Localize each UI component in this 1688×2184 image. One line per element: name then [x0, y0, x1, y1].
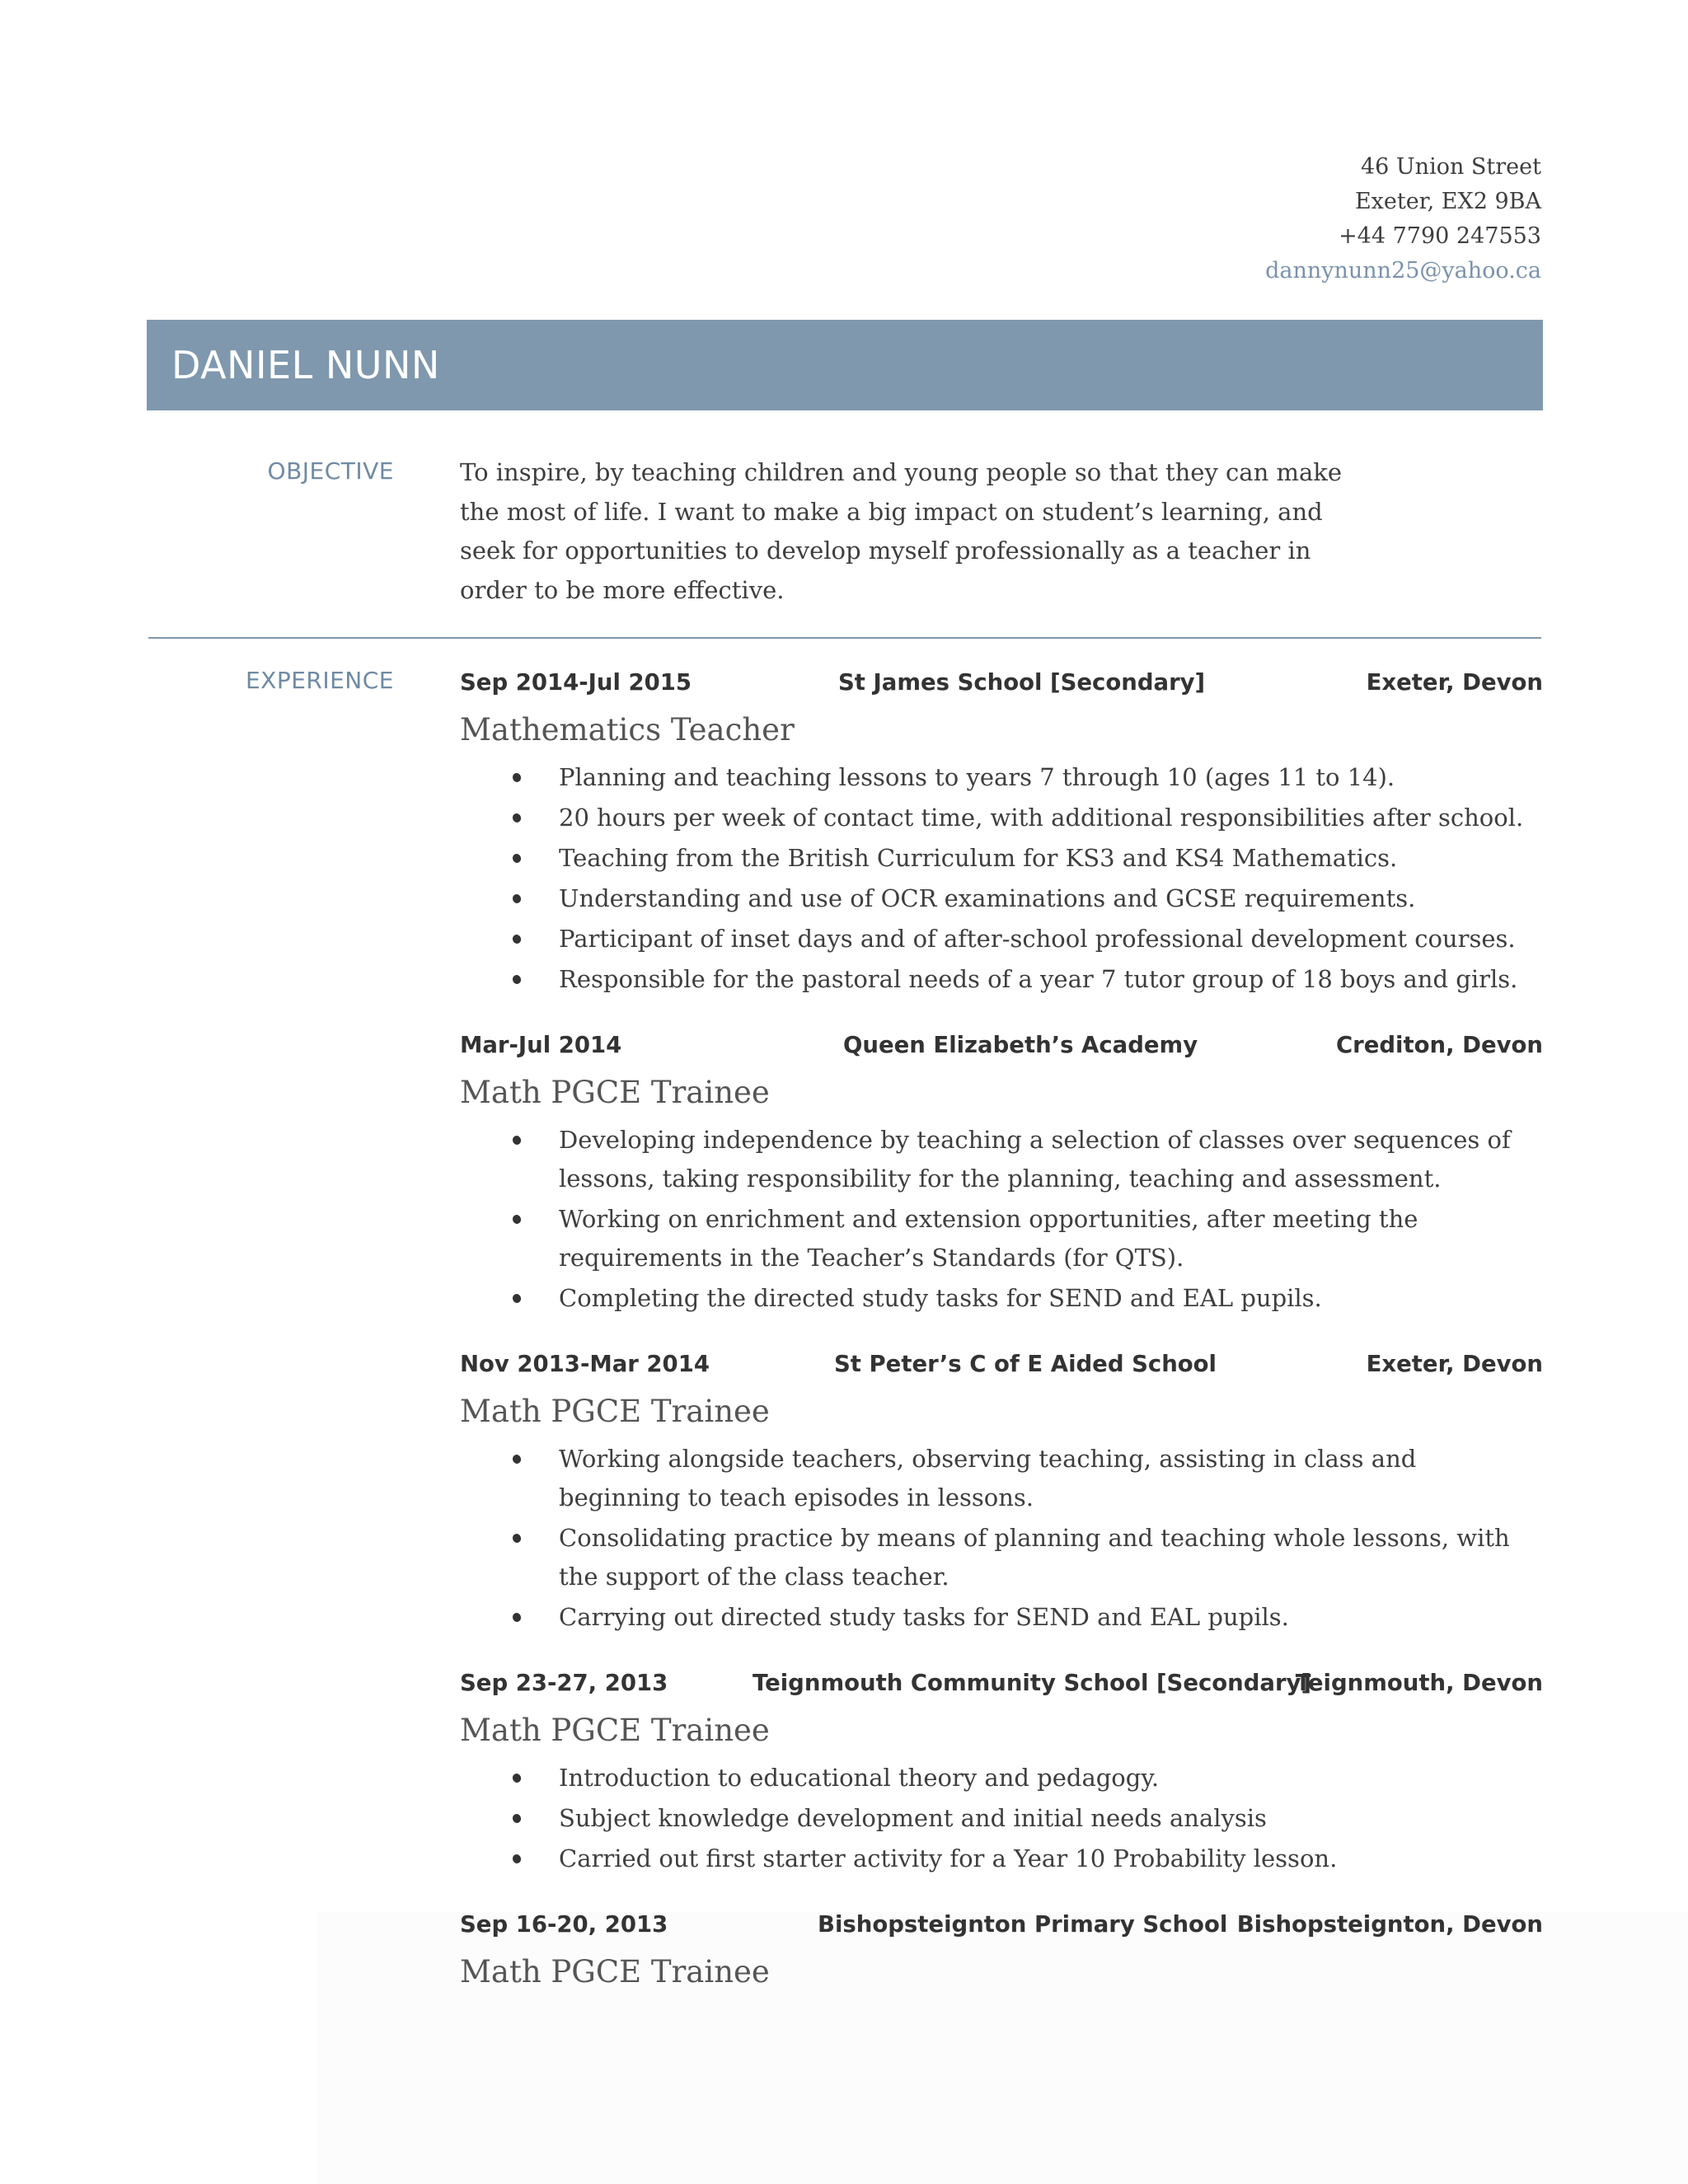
job-header	[460, 1029, 1543, 1062]
list-item	[460, 1200, 1543, 1277]
job-dates: Sep 2014-Jul 2015	[460, 669, 692, 696]
list-item	[460, 920, 1543, 958]
bullet-icon	[511, 1773, 522, 1784]
contact-email-link[interactable]: dannynunn25@yahoo.ca	[1265, 258, 1541, 284]
contact-phone: +44 7790 247553	[1339, 223, 1541, 249]
bullet-text: Working on enrichment and extension opportunities, after meeting the requirements in the Teacher’s Standards (for QTS).	[559, 1205, 1418, 1272]
bullet-icon	[511, 1293, 522, 1305]
job-location: Bishopsteignton, Devon	[1236, 1911, 1543, 1938]
contact-street: 46 Union Street	[1360, 154, 1541, 180]
list-item	[460, 758, 1543, 797]
bullet-text: Understanding and use of OCR examinations and GCSE requirements.	[559, 884, 1416, 912]
job-entry	[460, 666, 1543, 1001]
bullet-icon	[511, 853, 522, 865]
bullet-text: Working alongside teachers, observing teaching, assisting in class and beginning to teach episodes in lessons.	[559, 1445, 1417, 1511]
bullet-icon	[511, 934, 522, 945]
job-dates: Sep 23-27, 2013	[460, 1670, 668, 1696]
bullet-icon	[511, 813, 522, 824]
job-header	[460, 1666, 1543, 1699]
job-entry	[460, 1908, 1543, 1992]
bullet-text: Teaching from the British Curriculum for KS3 and KS4 Mathematics.	[559, 844, 1398, 872]
job-title: Mathematics Teacher	[460, 712, 795, 748]
job-entry	[460, 1029, 1543, 1319]
job-location: Crediton, Devon	[1335, 1032, 1543, 1058]
bullet-text: Consolidating practice by means of planning and teaching whole lessons, with the support of the class teacher.	[559, 1524, 1510, 1591]
job-bullet-list	[460, 1121, 1543, 1318]
job-school: Bishopsteignton Primary School	[818, 1911, 1228, 1938]
bullet-text: Carried out first starter activity for a Year 10 Probability lesson.	[559, 1844, 1338, 1872]
list-item	[460, 1440, 1543, 1517]
objective-label: OBJECTIVE	[267, 457, 394, 485]
bullet-text: Developing independence by teaching a selection of classes over sequences of lessons, taking responsibility for the planning, teaching and assessment.	[559, 1126, 1511, 1193]
list-item	[460, 879, 1543, 918]
job-dates: Nov 2013-Mar 2014	[460, 1351, 710, 1377]
bullet-icon	[511, 974, 522, 986]
list-item	[460, 1598, 1543, 1637]
job-header	[460, 666, 1543, 699]
list-item	[460, 1519, 1543, 1596]
bullet-icon	[511, 1854, 522, 1865]
job-location: Teignmouth, Devon	[1295, 1670, 1543, 1696]
job-title: Math PGCE Trainee	[460, 1713, 770, 1748]
name-banner	[147, 320, 1543, 410]
job-entry	[460, 1347, 1543, 1638]
job-school: Teignmouth Community School [Secondary]	[753, 1670, 1312, 1696]
bullet-icon	[511, 1214, 522, 1226]
bullet-text: Introduction to educational theory and pedagogy.	[559, 1764, 1160, 1792]
job-school: St Peter’s C of E Aided School	[834, 1351, 1217, 1377]
job-entry	[460, 1666, 1543, 1880]
bullet-icon	[511, 1135, 522, 1146]
job-title: Math PGCE Trainee	[460, 1394, 770, 1429]
list-item	[460, 1759, 1543, 1797]
bullet-text: Carrying out directed study tasks for SEND and EAL pupils.	[559, 1603, 1289, 1631]
list-item	[460, 1840, 1543, 1878]
experience-label: EXPERIENCE	[245, 667, 394, 694]
job-header	[460, 1347, 1543, 1380]
list-item	[460, 839, 1543, 878]
job-school: Queen Elizabeth’s Academy	[843, 1032, 1198, 1058]
job-title: Math PGCE Trainee	[460, 1954, 770, 1990]
bullet-icon	[511, 1612, 522, 1624]
list-item	[460, 1799, 1543, 1838]
bullet-text: Subject knowledge development and initial needs analysis	[559, 1804, 1267, 1832]
job-location: Exeter, Devon	[1366, 669, 1543, 696]
bullet-icon	[511, 1454, 522, 1465]
bullet-text: 20 hours per week of contact time, with additional responsibilities after school.	[559, 804, 1524, 832]
list-item	[460, 960, 1543, 999]
bullet-text: Participant of inset days and of after-school professional development courses.	[559, 925, 1516, 953]
list-item	[460, 1279, 1543, 1318]
bullet-text: Responsible for the pastoral needs of a year 7 tutor group of 18 boys and girls.	[559, 965, 1518, 993]
bullet-text: Completing the directed study tasks for SEND and EAL pupils.	[559, 1284, 1322, 1312]
job-school: St James School [Secondary]	[838, 669, 1206, 696]
job-location: Exeter, Devon	[1366, 1351, 1543, 1377]
job-bullet-list	[460, 1440, 1543, 1637]
job-bullet-list	[460, 1759, 1543, 1878]
bullet-text: Planning and teaching lessons to years 7 through 10 (ages 11 to 14).	[559, 763, 1395, 791]
job-dates: Sep 16-20, 2013	[460, 1911, 668, 1938]
list-item	[460, 1121, 1543, 1198]
job-header	[460, 1908, 1543, 1941]
bullet-icon	[511, 893, 522, 905]
section-divider	[148, 637, 1541, 639]
job-title: Math PGCE Trainee	[460, 1075, 770, 1110]
contact-city: Exeter, EX2 9BA	[1354, 189, 1541, 214]
bullet-icon	[511, 1533, 522, 1544]
bullet-icon	[511, 772, 522, 784]
objective-text: To inspire, by teaching children and young people so that they can make the most of life. I want to make a big impact on student’s learning, and seek for opportunities to develop myself professionally as a teacher in order to be more effective.	[460, 458, 1343, 604]
job-dates: Mar-Jul 2014	[460, 1032, 622, 1058]
bullet-icon	[511, 1813, 522, 1825]
candidate-name: DANIEL NUNN	[171, 343, 440, 387]
job-bullet-list	[460, 758, 1543, 999]
list-item	[460, 799, 1543, 837]
contact-block	[1265, 150, 1541, 288]
